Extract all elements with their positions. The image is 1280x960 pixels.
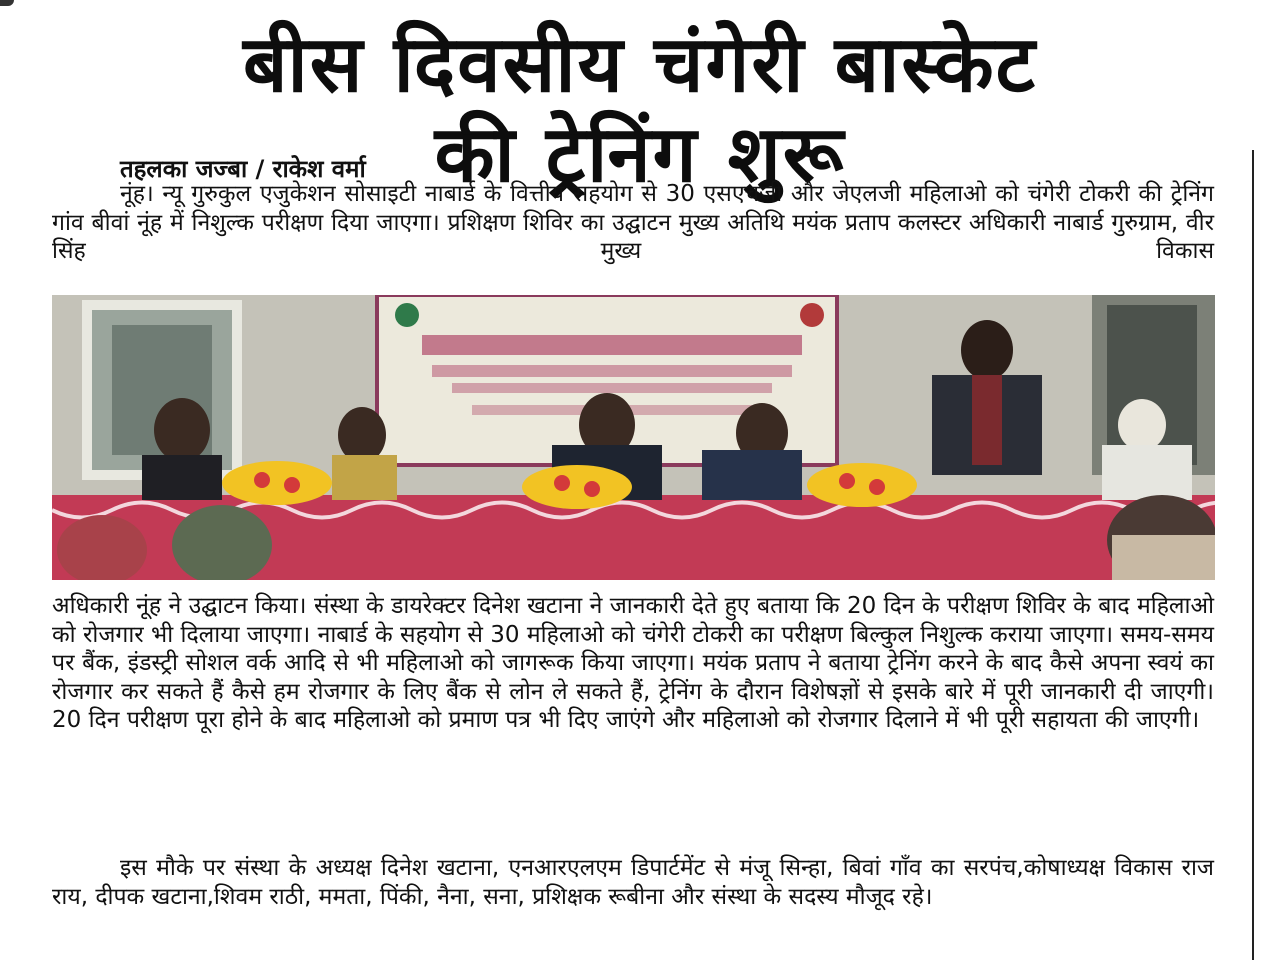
headline-line-1: बीस दिवसीय चंगेरी बास्केट: [243, 20, 1037, 110]
body-paragraph-1: अधिकारी नूंह ने उद्घाटन किया। संस्था के डायरेक्टर दिनेश खटाना ने जानकारी देते हुए बताया कि 20 दिन के परीक्षण शिविर के बाद महिलाओ को रोजगार भी दिलाया जाएगा। नाबार्ड के सहयोग से 30 महिलाओ को चंगेरी टोकरी का परीक्षण बिल्कुल निशुल्क कराया जाएगा। समय-समय पर बैंक, इंडस्ट्री सोशल वर्क आदि से भी महिलाओ को जागरूक किया जाएगा। मयंक प्रताप ने बताया ट्रेनिंग करने के बाद कैसे अपना स्वयं का रोजगार कर सकते हैं कैसे हम रोजगार के लिए बैंक से लोन ले सकते हैं, ट्रेनिंग के दौरान विशेषज्ञों से इसके बारे में पूरी जानकारी दी जाएगी। 20 दिन परीक्षण पूरा होने के बाद महिलाओ को प्रमाण पत्र भी दिए जाएंगे और महिलाओ को रोजगार दिलाने में भी पूरी सहायता की जाएगी।: [52, 593, 1214, 733]
event-photo-illustration: [52, 295, 1215, 580]
page-corner-mark: [0, 0, 14, 6]
byline: तहलका जज्बा / राकेश वर्मा: [120, 155, 366, 183]
lead-paragraph: नूंह। न्यू गुरुकुल एजुकेशन सोसाइटी नाबार्ड के वित्तीय सहयोग से 30 एसएचजी और जेएलजी महिलाओ को चंगेरी टोकरी की ट्रेनिंग गांव बीवां नूंह में निशुल्क परीक्षण दिया जाएगा। प्रशिक्षण शिविर का उद्घाटन मुख्य अतिथि मयंक प्रताप कलस्टर अधिकारी नाबार्ड गुरुग्राम, वीर सिंह मुख्य विकास: [52, 181, 1214, 264]
headline-line-2: की ट्रेनिंग शुरू: [434, 110, 846, 200]
adjacent-column-edge: [1252, 150, 1280, 960]
event-photo: [52, 295, 1215, 580]
body-paragraph-2: इस मौके पर संस्था के अध्यक्ष दिनेश खटाना, एनआरएलएम डिपार्टमेंट से मंजू सिन्हा, बिवां गाँव का सरपंच,कोषाध्यक्ष विकास राज राय, दीपक खटाना,शिवम राठी, ममता, पिंकी, नैना, सना, प्रशिक्षक रूबीना और संस्था के सदस्य मौजूद रहे।: [52, 855, 1214, 910]
